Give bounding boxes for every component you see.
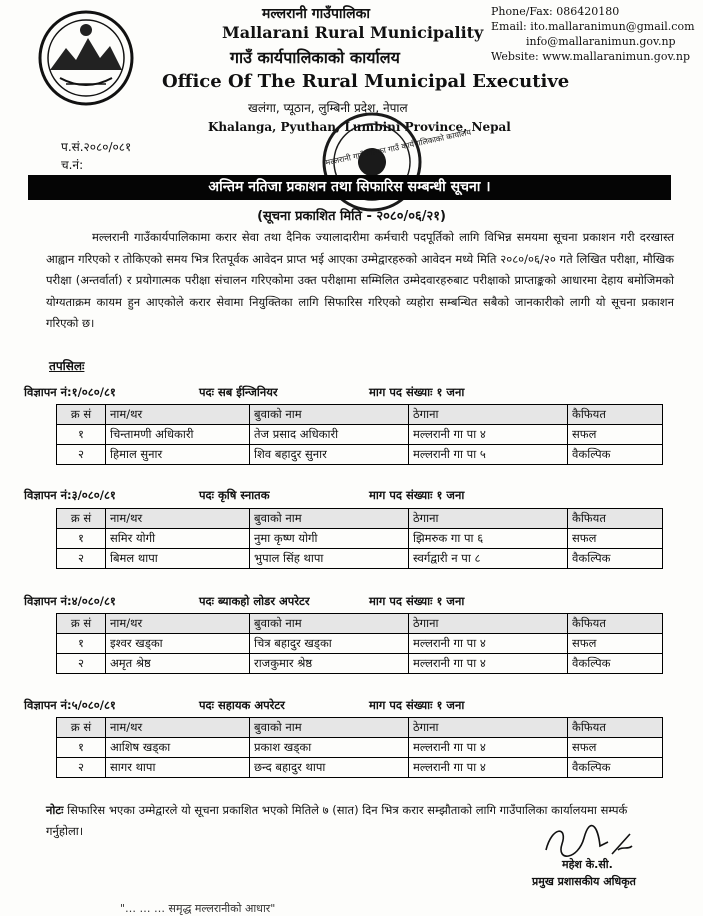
table-row: [57, 529, 663, 549]
post-name: पदः सब ईन्जिनियर: [199, 385, 278, 399]
cell-sn: २: [57, 549, 106, 569]
demand-count: माग पद संख्याः १ जना: [369, 594, 465, 608]
office-name-english: Office Of The Rural Municipal Executive: [162, 71, 570, 92]
cell-address: मल्लरानी गा पा ४: [409, 634, 568, 654]
cell-remarks: वैकल्पिक: [568, 758, 663, 778]
cell-father: नुमा कृष्ण योगी: [250, 529, 409, 549]
col-father: बुवाको नाम: [250, 718, 409, 738]
cell-sn: १: [57, 425, 106, 445]
post-name: पदः कृषि स्नातक: [199, 488, 270, 502]
post-name: पदः ब्याकहो लोडर अपरेटर: [199, 594, 310, 608]
table-row: [57, 425, 663, 445]
cell-address: मल्लरानी गा पा ४: [409, 654, 568, 674]
cell-sn: २: [57, 758, 106, 778]
cell-sn: १: [57, 738, 106, 758]
result-table: [56, 717, 663, 778]
cell-remarks: वैकल्पिक: [568, 654, 663, 674]
table-row: [57, 634, 663, 654]
vacancy-heading: [24, 698, 664, 714]
municipality-emblem-logo: [36, 8, 136, 108]
phone-fax: Phone/Fax: 086420180: [491, 5, 620, 18]
result-table: [56, 404, 663, 465]
details-heading: तपसिलः: [49, 359, 85, 373]
cell-remarks: सफल: [568, 425, 663, 445]
cell-father: शिव बहादुर सुनार: [250, 445, 409, 465]
municipality-name-nepali: मल्लरानी गाउँपालिका: [262, 6, 371, 22]
cell-remarks: वैकल्पिक: [568, 445, 663, 465]
cell-address: मल्लरानी गा पा ४: [409, 738, 568, 758]
demand-count: माग पद संख्याः १ जना: [369, 698, 465, 712]
dispatch-number: च.नं:: [61, 158, 84, 172]
col-address: ठेगाना: [409, 509, 568, 529]
advertisement-number: विज्ञापन नं:१/०८०/८१: [24, 385, 116, 399]
cell-sn: २: [57, 654, 106, 674]
cell-name: हिमाल सुनार: [106, 445, 250, 465]
cell-name: सागर थापा: [106, 758, 250, 778]
email-secondary: info@mallaranimun.gov.np: [526, 35, 676, 48]
cell-name: अमृत श्रेष्ठ: [106, 654, 250, 674]
vacancy-heading: [24, 385, 664, 401]
cell-remarks: सफल: [568, 529, 663, 549]
col-address: ठेगाना: [409, 614, 568, 634]
table-row: [57, 738, 663, 758]
col-address: ठेगाना: [409, 718, 568, 738]
note-label: नोटः: [46, 803, 64, 817]
cell-remarks: सफल: [568, 634, 663, 654]
table-row: [57, 549, 663, 569]
cell-remarks: वैकल्पिक: [568, 549, 663, 569]
col-remarks: कैफियत: [568, 718, 663, 738]
notice-title: अन्तिम नतिजा प्रकाशन तथा सिफारिस सम्बन्धी सूचना ।: [28, 175, 671, 200]
signatory-name: महेश के.सी.: [562, 858, 613, 871]
cell-sn: १: [57, 634, 106, 654]
result-table: [56, 613, 663, 674]
col-remarks: कैफियत: [568, 509, 663, 529]
footer-slogan: "… … … समृद्ध मल्लरानीको आधार": [120, 902, 276, 915]
cell-father: भुपाल सिंह थापा: [250, 549, 409, 569]
note-text: सिफारिस भएका उम्मेद्वारले यो सूचना प्रकाशित भएको मितिले ७ (सात) दिन भित्र करार सम्झौताको लागि गाउँपालिका कार्यालयमा सम्पर्क गर्नुहोला।: [46, 803, 628, 838]
cell-address: मल्लरानी गा पा ५: [409, 445, 568, 465]
cell-father: छन्द बहादुर थापा: [250, 758, 409, 778]
advertisement-number: विज्ञापन नं:३/०८०/८१: [24, 488, 116, 502]
cell-name: चिन्तामणी अधिकारी: [106, 425, 250, 445]
advertisement-number: विज्ञापन नं:५/०८०/८१: [24, 698, 116, 712]
col-remarks: कैफियत: [568, 405, 663, 425]
col-sn: क्र सं: [57, 718, 106, 738]
table-row: [57, 654, 663, 674]
col-sn: क्र सं: [57, 509, 106, 529]
cell-address: मल्लरानी गा पा ४: [409, 425, 568, 445]
col-name: नाम/थर: [106, 405, 250, 425]
advertisement-number: विज्ञापन नं:४/०८०/८१: [24, 594, 116, 608]
cell-father: तेज प्रसाद अधिकारी: [250, 425, 409, 445]
office-name-nepali: गाउँ कार्यपालिकाको कार्यालय: [230, 48, 400, 67]
col-remarks: कैफियत: [568, 614, 663, 634]
signatory-title: प्रमुख प्रशासकीय अधिकृत: [532, 875, 636, 888]
website: Website: www.mallaranimun.gov.np: [491, 50, 690, 63]
demand-count: माग पद संख्याः १ जना: [369, 488, 465, 502]
reference-number: प.सं.२०८०/०८१: [61, 140, 132, 154]
cell-address: स्वर्गद्वारी न पा ८: [409, 549, 568, 569]
municipality-name-english: Mallarani Rural Municipality: [222, 23, 484, 42]
cell-name: समिर योगी: [106, 529, 250, 549]
notice-body: मल्लरानी गाउँकार्यपालिकामा करार सेवा तथा दैनिक ज्यालादारीमा कर्मचारी पदपूर्तिको लागि विभिन्न समयमा सूचना प्रकाशन गरी दरखास्त आह्वान गरिएको र तोकिएको समय भित्र रितपूर्वक आवेदन प्राप्त भई आएका उम्मेद्वारहरुको आवेदन मध्ये मिति २०८०/०६/२० गते लिखित परीक्षा, मौखिक परीक्षा (अन्तर्वार्ता) र प्रयोगात्मक परीक्षा संचालन गरिएकोमा उक्त परीक्षामा सम्मिलित उम्मेदवारहरुबाट परीक्षाको प्राप्ताङ्कको आधारमा देहाय बमोजिमको योग्यताक्रम कायम हुन आएकोले करार सेवामा नियुक्तिका लागि सिफारिस गरिएको व्यहोरा सम्बन्धित सबैको जानकारीको लागी यो सूचना प्रकाशन गरिएको छ।: [46, 230, 674, 330]
table-header-row: [57, 614, 663, 634]
address-nepali: खलंगा, प्यूठान, लुम्बिनी प्रदेश, नेपाल: [248, 101, 408, 115]
col-father: बुवाको नाम: [250, 405, 409, 425]
post-name: पदः सहायक अपरेटर: [199, 698, 285, 712]
col-address: ठेगाना: [409, 405, 568, 425]
col-name: नाम/थर: [106, 509, 250, 529]
vacancy-heading: [24, 594, 664, 610]
demand-count: माग पद संख्याः १ जना: [369, 385, 465, 399]
col-name: नाम/थर: [106, 614, 250, 634]
table-row: [57, 445, 663, 465]
table-header-row: [57, 509, 663, 529]
cell-sn: १: [57, 529, 106, 549]
table-row: [57, 758, 663, 778]
cell-father: प्रकाश खड्का: [250, 738, 409, 758]
stamp-text: मल्लरानी गाउँपालिका गाउँ कार्यपालिकाको कार्यालय: [324, 127, 472, 168]
col-sn: क्र सं: [57, 405, 106, 425]
address-english: Khalanga, Pyuthan, Lumbini Province, Nepal: [208, 120, 511, 134]
notice-published-date: (सूचना प्रकाशित मिति - २०८०/०६/२१): [257, 209, 446, 224]
cell-address: झिमरुक गा पा ६: [409, 529, 568, 549]
cell-sn: २: [57, 445, 106, 465]
cell-name: आशिष खड्का: [106, 738, 250, 758]
col-sn: क्र सं: [57, 614, 106, 634]
col-name: नाम/थर: [106, 718, 250, 738]
cell-name: बिमल थापा: [106, 549, 250, 569]
vacancy-heading: [24, 488, 664, 504]
cell-father: चित्र बहादुर खड्का: [250, 634, 409, 654]
col-father: बुवाको नाम: [250, 509, 409, 529]
cell-remarks: सफल: [568, 738, 663, 758]
result-table: [56, 508, 663, 569]
cell-father: राजकुमार श्रेष्ठ: [250, 654, 409, 674]
table-header-row: [57, 718, 663, 738]
col-father: बुवाको नाम: [250, 614, 409, 634]
cell-address: मल्लरानी गा पा ४: [409, 758, 568, 778]
cell-name: इश्वर खड्का: [106, 634, 250, 654]
email-primary: Email: ito.mallaranimun@gmail.com: [491, 20, 695, 33]
table-header-row: [57, 405, 663, 425]
